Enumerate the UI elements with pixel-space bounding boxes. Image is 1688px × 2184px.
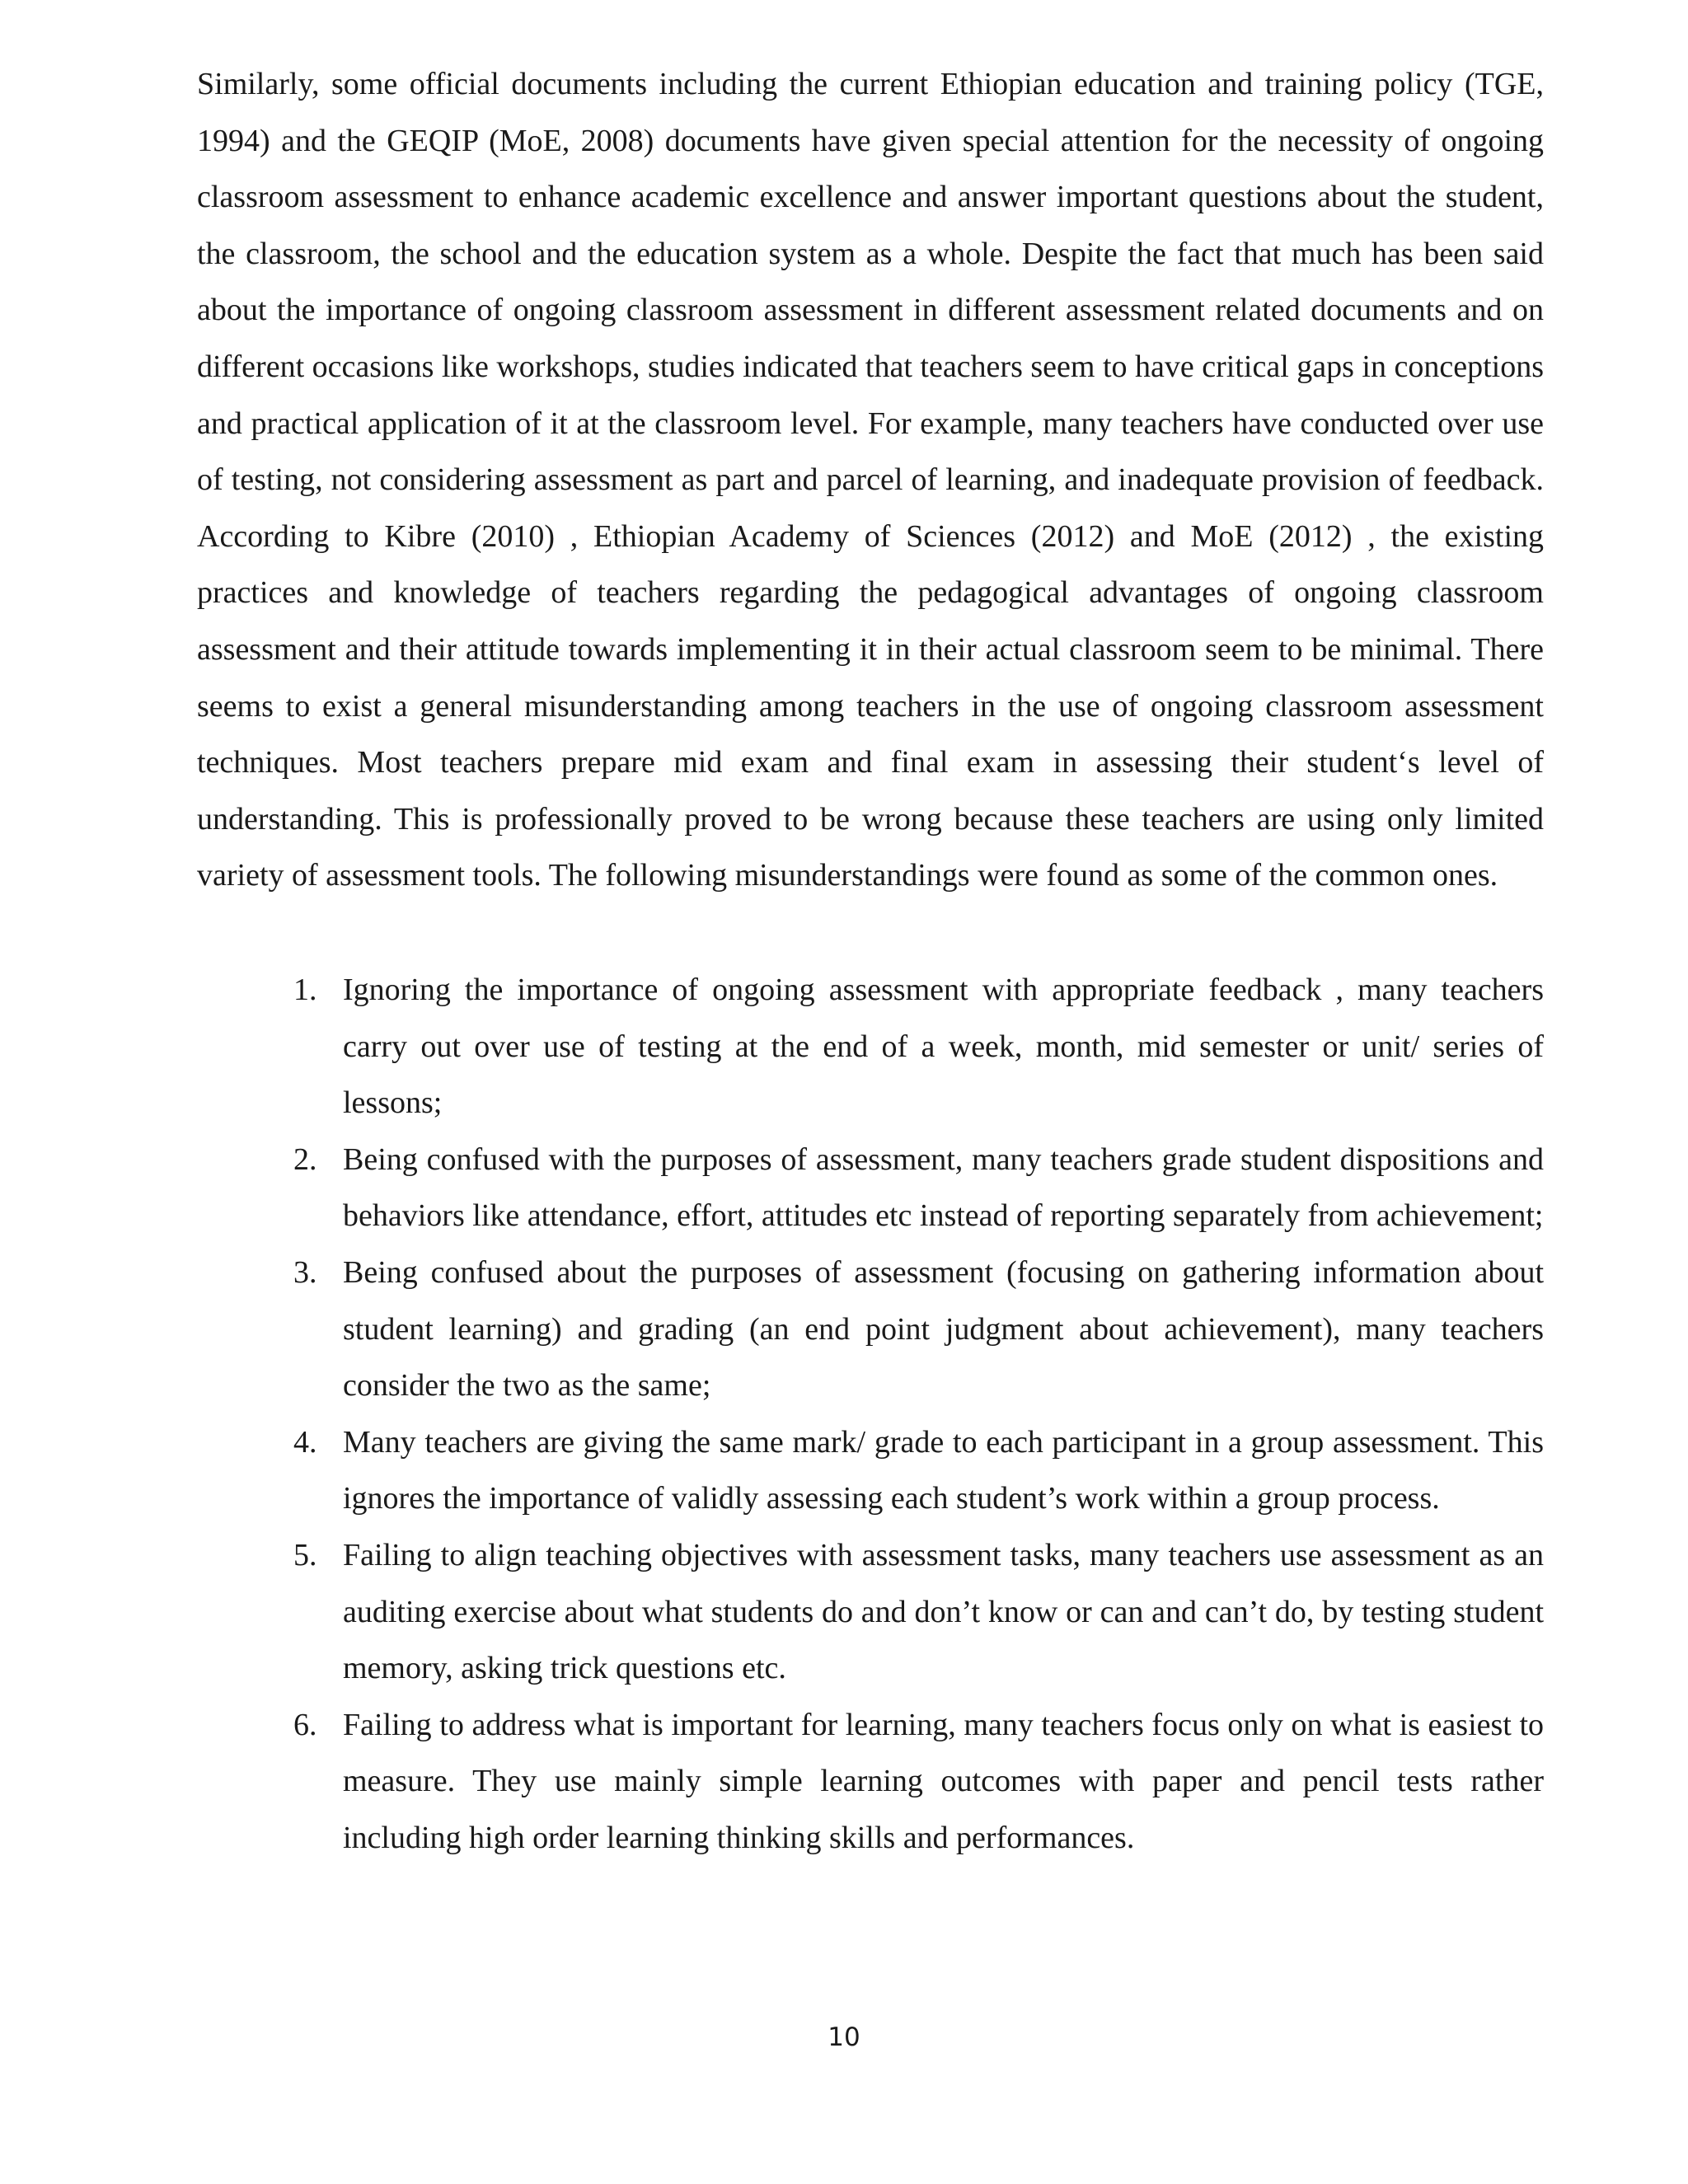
list-item-text: Being confused about the purposes of assessment (focusing on gathering information about student learning) and grading (an end point judgment about achievement), many teachers consider the two as the same; bbox=[343, 1254, 1544, 1404]
list-item-number: 5. bbox=[293, 1537, 317, 1572]
list-item bbox=[197, 1697, 1544, 1867]
body-paragraph: Similarly, some official documents including the current Ethiopian education and training policy (TGE, 1994) and the GEQIP (MoE, 2008) documents have given special attention for the necessity of ongoing classroom assessment to enhance academic excellence and answer important questions about the student, the classroom, the school and the education system as a whole. Despite the fact that much has been said about the importance of ongoing classroom assessment in different assessment related documents and on different occasions like workshops, studies indicated that teachers seem to have critical gaps in conceptions and practical application of it at the classroom level. For example, many teachers have conducted over use of testing, not considering assessment as part and parcel of learning, and inadequate provision of feedback. According to Kibre (2010) , Ethiopian Academy of Sciences (2012) and MoE (2012) , the existing practices and knowledge of teachers regarding the pedagogical advantages of ongoing classroom assessment and their attitude towards implementing it in their actual classroom seem to be minimal. There seems to exist a general misunderstanding among teachers in the use of ongoing classroom assessment techniques. Most teachers prepare mid exam and final exam in assessing their student‘s level of understanding. This is professionally proved to be wrong because these teachers are using only limited variety of assessment tools. The following misunderstandings were found as some of the common ones. bbox=[197, 67, 1544, 893]
page-number: 10 bbox=[828, 2022, 860, 2052]
list-item-text: Being confused with the purposes of assessment, many teachers grade student dispositions and behaviors like attendance, effort, attitudes etc instead of reporting separately from achievement; bbox=[343, 1141, 1544, 1234]
list-item-number: 2. bbox=[293, 1141, 317, 1177]
list-item bbox=[197, 1414, 1544, 1527]
list-item bbox=[197, 962, 1544, 1132]
list-item-number: 6. bbox=[293, 1707, 317, 1742]
list-item-number: 3. bbox=[293, 1254, 317, 1290]
list-item-number: 1. bbox=[293, 972, 317, 1007]
list-item bbox=[197, 1527, 1544, 1697]
list-item-text: Failing to address what is important for learning, many teachers focus only on what is easiest to measure. They use mainly simple learning outcomes with paper and pencil tests rather including high order learning thinking skills and performances. bbox=[343, 1707, 1544, 1855]
list-item bbox=[197, 1244, 1544, 1414]
misunderstandings-list bbox=[197, 962, 1544, 1867]
list-item-text: Many teachers are giving the same mark/ grade to each participant in a group assessment. This ignores the importance of validly assessing each student’s work within a group process. bbox=[343, 1424, 1544, 1516]
list-item-text: Failing to align teaching objectives with assessment tasks, many teachers use assessment as an auditing exercise about what students do and don’t know or can and can’t do, by testing student memory, asking trick questions etc. bbox=[343, 1537, 1544, 1686]
list-item bbox=[197, 1132, 1544, 1244]
list-item-text: Ignoring the importance of ongoing assessment with appropriate feedback , many teachers carry out over use of testing at the end of a week, month, mid semester or unit/ series of lessons; bbox=[343, 972, 1544, 1121]
list-item-number: 4. bbox=[293, 1424, 317, 1460]
